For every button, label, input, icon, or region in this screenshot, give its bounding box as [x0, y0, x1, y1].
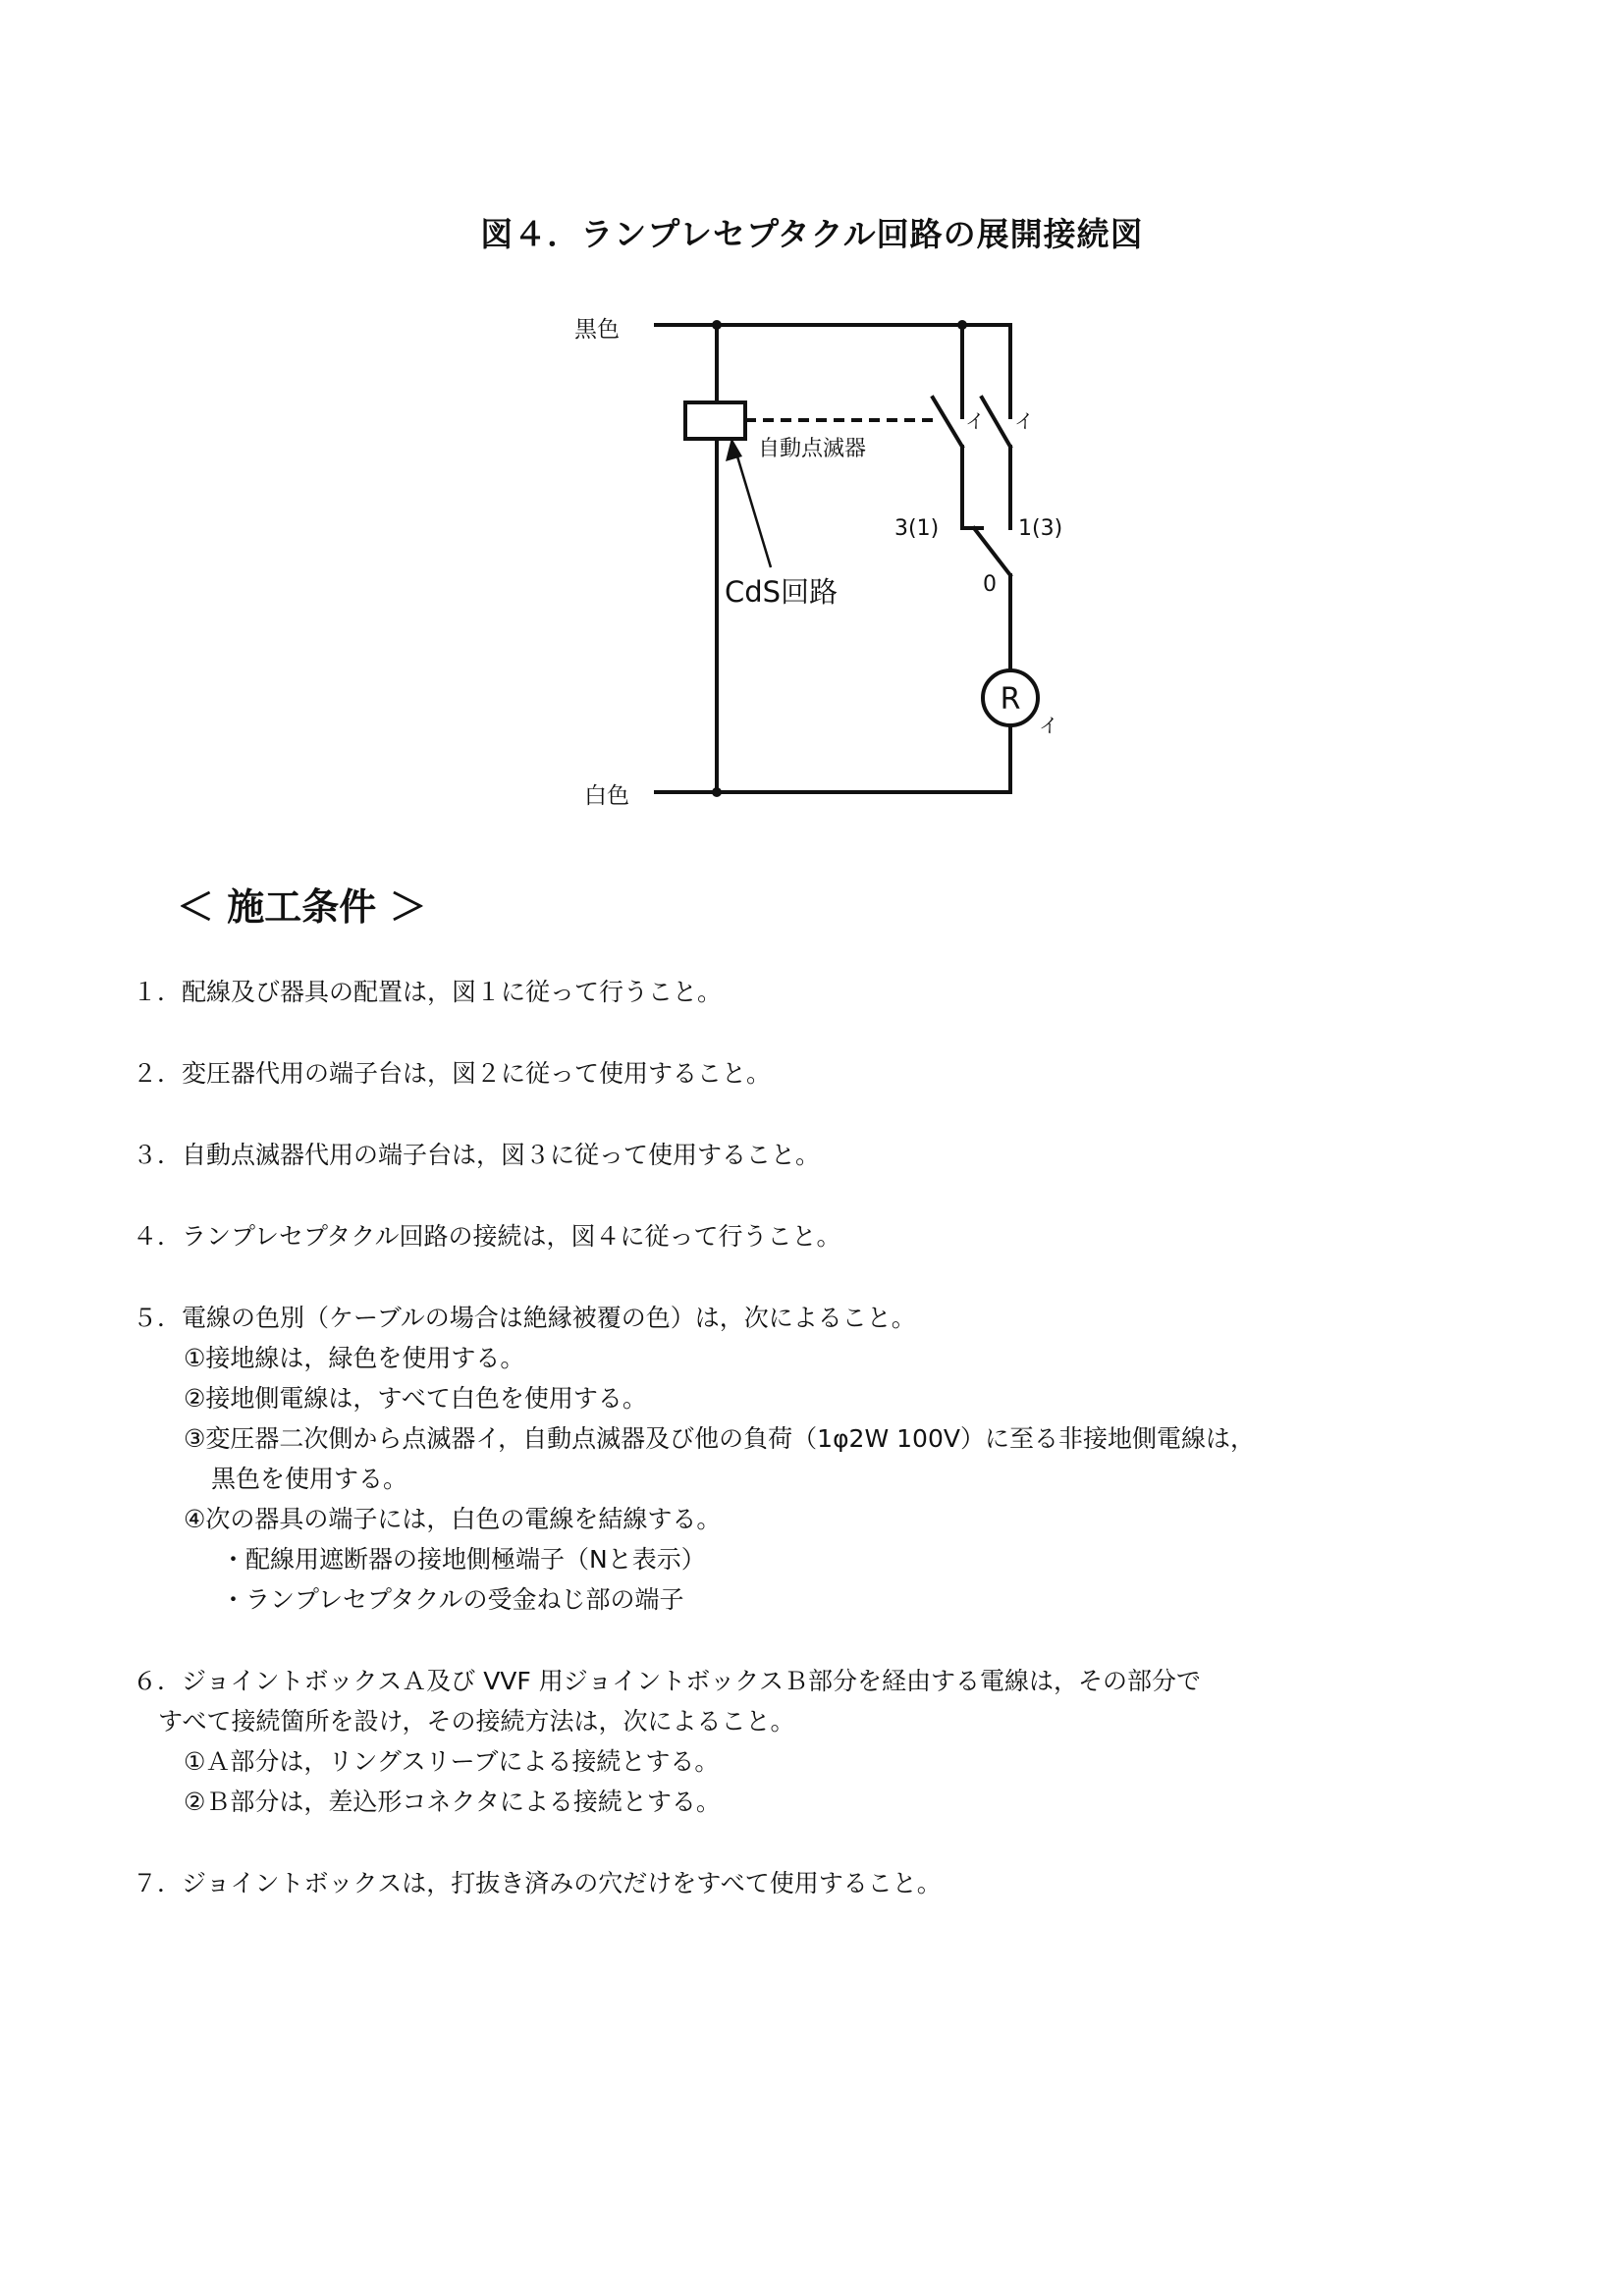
wiring-diagram	[0, 0, 1624, 883]
condition-subline: ④次の器具の端子には，白色の電線を結線する。	[184, 1505, 722, 1533]
condition-bullet: ・ランプレセプタクルの受金ねじ部の端子	[221, 1585, 684, 1614]
junction-dot-left-top	[712, 320, 722, 330]
page-title: 図４．ランプレセプタクル回路の展開接続図	[480, 215, 1144, 253]
terminal-1-3: 1(3)	[1018, 516, 1063, 541]
lamp-symbol: R	[1000, 682, 1021, 717]
condition-item	[133, 1053, 1527, 1094]
common-blade	[974, 528, 1010, 575]
condition-subline: すべて接続箇所を設け，その接続方法は，次によること。	[158, 1707, 795, 1735]
cds-arrow-line	[734, 447, 771, 567]
condition-item	[133, 1863, 1527, 1903]
label-relay: 自動点滅器	[758, 437, 867, 461]
condition-item	[133, 1135, 1527, 1175]
switch-left-blade	[933, 398, 962, 447]
relay-box	[685, 402, 745, 439]
condition-subline: 黒色を使用する。	[211, 1465, 408, 1493]
condition-line: ２．変圧器代用の端子台は，図２に従って使用すること。	[133, 1059, 772, 1088]
cds-arrow-head	[726, 438, 742, 461]
condition-bullet: ・配線用遮断器の接地側極端子（Nと表示）	[221, 1545, 706, 1574]
switch-right-blade	[982, 398, 1010, 447]
condition-item	[133, 1216, 1527, 1256]
terminal-0: 0	[983, 572, 997, 597]
condition-line: ６．ジョイントボックスＡ及び VVF 用ジョイントボックスＢ部分を経由する電線は，その部分で	[133, 1667, 1201, 1695]
junction-dot-switch-top	[957, 320, 967, 330]
condition-line: ５．電線の色別（ケーブルの場合は絶縁被覆の色）は，次によること。	[133, 1304, 916, 1332]
junction-dot-left-bottom	[712, 787, 722, 797]
condition-line: ３．自動点滅器代用の端子台は，図３に従って使用すること。	[133, 1141, 821, 1169]
condition-subline: ②接地側電線は，すべて白色を使用する。	[184, 1384, 647, 1413]
conditions-list	[133, 972, 1527, 1945]
label-black: 黒色	[574, 317, 620, 343]
lamp-label: イ	[1039, 714, 1058, 737]
condition-item	[133, 1298, 1527, 1620]
condition-line: ４．ランプレセプタクル回路の接続は，図４に従って行うこと。	[133, 1222, 841, 1251]
condition-subline: ①Ａ部分は，リングスリーブによる接続とする。	[184, 1747, 720, 1776]
switch-label-1: イ	[965, 409, 985, 433]
terminal-3-1: 3(1)	[894, 516, 940, 541]
condition-line: ７．ジョイントボックスは，打抜き済みの穴だけをすべて使用すること。	[133, 1869, 942, 1897]
condition-line: １．配線及び器具の配置は，図１に従って行うこと。	[133, 978, 723, 1006]
section-heading: ＜ 施工条件 ＞	[177, 885, 427, 929]
condition-subline: ①接地線は，緑色を使用する。	[184, 1344, 525, 1372]
condition-subline: ③変圧器二次側から点滅器イ，自動点滅器及び他の負荷（1φ2W 100V）に至る非接地側電線は，	[184, 1424, 1255, 1453]
condition-item	[133, 972, 1527, 1012]
label-white: 白色	[584, 783, 629, 809]
condition-item	[133, 1661, 1527, 1822]
condition-subline: ②Ｂ部分は，差込形コネクタによる接続とする。	[184, 1788, 721, 1816]
switch-label-2: イ	[1014, 409, 1034, 433]
label-cds: CdS回路	[725, 575, 839, 609]
